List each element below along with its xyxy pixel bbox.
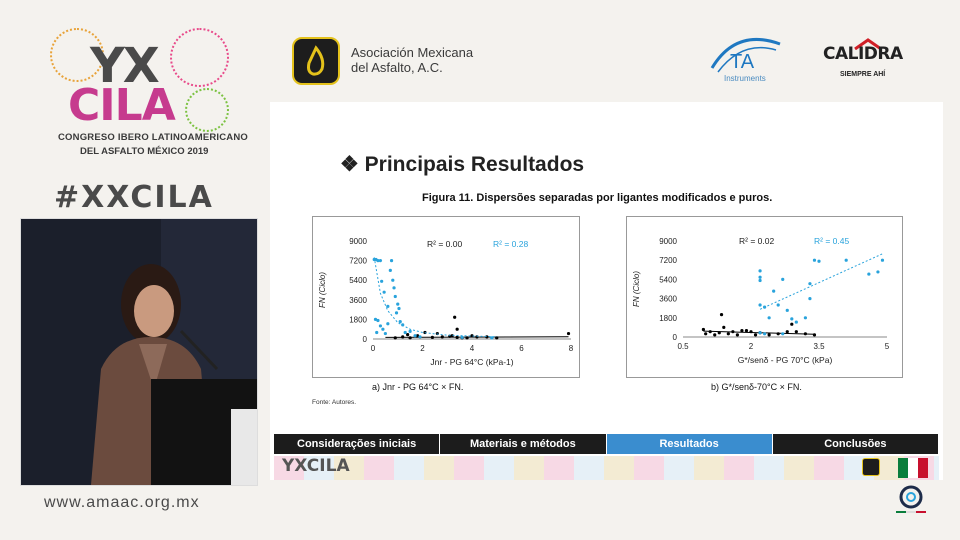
y-tick-label: 7200: [659, 256, 677, 266]
amaac-name-line2: del Asfalto, A.C.: [351, 60, 443, 75]
slide-title: [340, 152, 584, 177]
x-tick-label: 4: [469, 344, 475, 353]
data-point: [790, 323, 793, 326]
website-url[interactable]: www.amaac.org.mx: [44, 494, 200, 511]
data-point: [876, 270, 879, 273]
x-axis-label: G*/senδ - PG 70°C (kPa): [737, 355, 833, 365]
data-point: [379, 324, 382, 327]
y-tick-label: 3600: [659, 294, 677, 304]
data-point: [808, 297, 811, 300]
x-tick-label: 0: [370, 344, 376, 353]
data-point: [406, 333, 409, 336]
data-point: [745, 329, 748, 332]
amaac-name-line1: Asociación Mexicana: [351, 45, 474, 60]
data-point: [453, 316, 456, 319]
drop-icon: [294, 39, 338, 83]
y-tick-label: 7200: [349, 256, 367, 266]
data-point: [386, 322, 389, 325]
data-point: [409, 336, 412, 339]
data-point: [731, 330, 734, 333]
data-point: [376, 319, 379, 322]
data-point: [392, 286, 395, 289]
data-point: [758, 279, 761, 282]
ta-text: TA: [730, 51, 755, 73]
y-axis-label: FN (Ciclo): [318, 272, 327, 308]
y-tick-label: 9000: [659, 237, 677, 246]
y-tick-label: 3600: [349, 295, 367, 305]
data-point: [768, 333, 771, 336]
data-point: [704, 332, 707, 335]
data-point: [375, 331, 378, 334]
data-point: [722, 326, 725, 329]
data-point: [456, 328, 459, 331]
data-point: [813, 333, 816, 336]
firework-decoration: [185, 88, 229, 132]
data-point: [795, 330, 798, 333]
data-point: [465, 336, 468, 339]
logo-yx: YX: [90, 38, 158, 94]
data-point: [736, 333, 739, 336]
logo-cila: [68, 80, 175, 131]
data-point: [786, 330, 789, 333]
y-tick-label: 5400: [349, 276, 367, 286]
conference-subtitle-line1: CONGRESO IBERO LATINOAMERICANO: [58, 132, 249, 143]
data-point: [390, 259, 393, 262]
data-point: [772, 290, 775, 293]
hashtag: #XXCILA: [54, 180, 214, 215]
speaker-illustration: [21, 219, 257, 485]
x-tick-label: 3.5: [813, 342, 825, 351]
data-point: [409, 330, 412, 333]
data-point: [768, 316, 771, 319]
chart-b: [627, 217, 902, 377]
data-point: [401, 323, 404, 326]
slide-title-text: Principais Resultados: [364, 153, 585, 176]
x-tick-label: 2: [748, 342, 754, 351]
chart-b-frame: [626, 216, 903, 378]
data-point: [567, 332, 570, 335]
y-axis-label: FN (Ciclo): [632, 271, 641, 307]
ta-instruments-logo: [706, 30, 786, 85]
data-point: [401, 335, 404, 338]
data-point: [461, 336, 464, 339]
source-note: Fonte: Autores.: [312, 399, 357, 406]
data-point: [431, 336, 434, 339]
data-point: [754, 333, 757, 336]
cila-logo: [50, 28, 249, 168]
data-point: [441, 335, 444, 338]
trend-line: [760, 254, 882, 309]
x-axis-label: Jnr - PG 64°C (kPa-1): [430, 357, 514, 367]
y-tick-label: 9000: [349, 237, 367, 246]
slide-footer-band: [274, 456, 939, 480]
data-point: [389, 269, 392, 272]
x-tick-label: 8: [568, 344, 574, 353]
data-point: [397, 307, 400, 310]
caption-a: a) Jnr - PG 64°C × FN.: [372, 382, 464, 392]
r-squared-annotation: R² = 0.00: [427, 239, 463, 249]
y-tick-label: 1800: [349, 315, 367, 325]
y-tick-label: 1800: [659, 313, 677, 323]
data-point: [817, 260, 820, 263]
data-point: [713, 333, 716, 336]
data-point: [413, 334, 416, 337]
conference-subtitle-line2: DEL ASFALTO MÉXICO 2019: [80, 146, 209, 157]
data-point: [384, 332, 387, 335]
data-point: [727, 332, 730, 335]
data-point: [804, 316, 807, 319]
x-tick-label: 6: [519, 344, 524, 353]
data-point: [758, 269, 761, 272]
x-tick-label: 5: [884, 342, 890, 351]
calidra-tagline: SIEMPRE AHÍ: [840, 71, 886, 78]
data-point: [867, 272, 870, 275]
data-point: [394, 295, 397, 298]
r-squared-annotation: R² = 0.02: [739, 236, 775, 246]
data-point: [395, 311, 398, 314]
data-point: [720, 313, 723, 316]
data-point: [777, 332, 780, 335]
data-point: [379, 259, 382, 262]
data-point: [740, 329, 743, 332]
speaker-video: [20, 218, 258, 486]
data-point: [758, 331, 761, 334]
x-tick-label: 0.5: [677, 342, 689, 351]
trend-line: [374, 257, 497, 337]
data-point: [758, 276, 761, 279]
amaac-swirl-icon: [896, 484, 926, 514]
y-tick-label: 0: [362, 335, 367, 344]
data-point: [709, 330, 712, 333]
figure-title: Figura 11. Dispersões separadas por ligantes modificados e puros.: [422, 192, 773, 204]
data-point: [399, 320, 402, 323]
chart-a-frame: [312, 216, 580, 378]
data-point: [386, 305, 389, 308]
data-point: [418, 335, 421, 338]
data-point: [749, 330, 752, 333]
data-point: [813, 259, 816, 262]
y-tick-label: 5400: [659, 275, 677, 285]
data-point: [786, 309, 789, 312]
data-point: [490, 336, 493, 339]
nav-materials-methods[interactable]: Materiais e métodos: [440, 434, 606, 454]
amaac-name: [351, 45, 473, 75]
r-squared-annotation: R² = 0.45: [814, 236, 850, 246]
data-point: [380, 280, 383, 283]
data-point: [763, 306, 766, 309]
data-point: [456, 336, 459, 339]
y-tick-label: 0: [672, 333, 677, 342]
data-point: [795, 320, 798, 323]
nav-conclusions[interactable]: Conclusões: [773, 434, 939, 454]
ta-subtext: Instruments: [724, 74, 766, 83]
data-point: [845, 259, 848, 262]
footer-logo-text: YXCILA: [282, 456, 350, 476]
data-point: [777, 303, 780, 306]
amaac-logo-icon: [292, 37, 340, 85]
data-point: [396, 303, 399, 306]
data-point: [804, 332, 807, 335]
presentation-slide: [270, 102, 943, 480]
x-tick-label: 2: [420, 344, 425, 353]
data-point: [404, 331, 407, 334]
mexico-flag-icon: [898, 458, 928, 478]
data-point: [391, 279, 394, 282]
data-point: [781, 278, 784, 281]
firework-decoration: [170, 28, 229, 87]
nav-considerations[interactable]: Considerações iniciais: [274, 434, 440, 454]
data-point: [383, 291, 386, 294]
data-point: [394, 336, 397, 339]
data-point: [381, 328, 384, 331]
nav-results[interactable]: Resultados: [607, 434, 773, 454]
data-point: [790, 317, 793, 320]
section-navbar: [274, 434, 939, 454]
data-point: [758, 303, 761, 306]
data-point: [781, 332, 784, 335]
r-squared-annotation: R² = 0.28: [493, 239, 529, 249]
data-point: [763, 332, 766, 335]
footer-amaac-icon: [862, 458, 880, 476]
footer-logo: [282, 456, 350, 476]
diamond-bullet-icon: ❖: [340, 153, 359, 176]
ta-logo-graphic: [706, 30, 786, 85]
data-point: [718, 331, 721, 334]
data-point: [702, 328, 705, 331]
chart-a: [313, 217, 579, 377]
logo-cila-text: CILA: [68, 80, 175, 131]
data-point: [808, 282, 811, 285]
data-point: [881, 259, 884, 262]
calidra-logo: CALIDRA: [823, 44, 903, 64]
caption-b: b) G*/senδ-70°C × FN.: [711, 382, 802, 392]
